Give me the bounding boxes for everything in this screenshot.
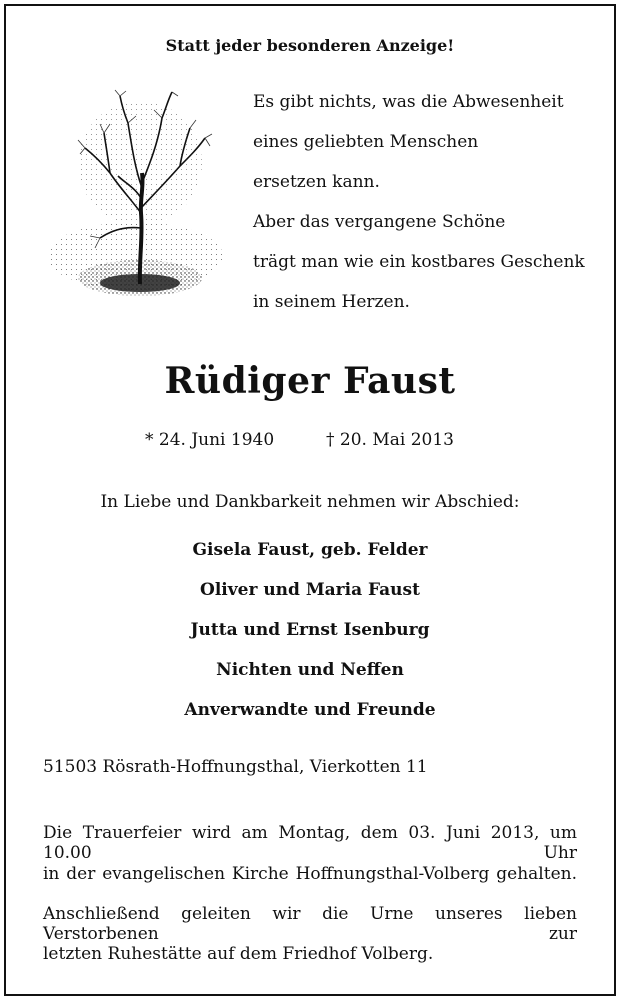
- poem-line: Es gibt nichts, was die Abwesenheit: [253, 92, 564, 112]
- poem-line: Aber das vergangene Schöne: [253, 212, 506, 232]
- mourner-name: Gisela Faust, geb. Felder: [192, 540, 428, 560]
- poem-line: eines geliebten Menschen: [253, 132, 479, 152]
- service-line: Anschließend geleiten wir die Urne unseres lieben Verstorbenen zur: [43, 904, 577, 944]
- mourner-name: Nichten und Neffen: [216, 660, 404, 680]
- tree-illustration: [40, 88, 230, 318]
- poem-line: in seinem Herzen.: [253, 292, 410, 312]
- farewell-intro: In Liebe und Dankbarkeit nehmen wir Abschied:: [100, 492, 520, 512]
- header-line: Statt jeder besonderen Anzeige!: [165, 36, 455, 55]
- deceased-name: Rüdiger Faust: [164, 360, 456, 402]
- poem-line: ersetzen kann.: [253, 172, 380, 192]
- service-line: in der evangelischen Kirche Hoffnungsthal-Volberg gehalten.: [43, 864, 577, 884]
- mourner-name: Jutta und Ernst Isenburg: [190, 620, 430, 640]
- birth-date: * 24. Juni 1940: [145, 430, 275, 450]
- death-date: † 20. Mai 2013: [326, 430, 454, 450]
- poem-line: trägt man wie ein kostbares Geschenk: [253, 252, 585, 272]
- service-line: Die Trauerfeier wird am Montag, dem 03. Juni 2013, um 10.00 Uhr: [43, 823, 577, 863]
- mourner-name: Oliver und Maria Faust: [200, 580, 420, 600]
- service-line: letzten Ruhestätte auf dem Friedhof Volberg.: [43, 944, 434, 964]
- address-line: 51503 Rösrath-Hoffnungsthal, Vierkotten 11: [43, 757, 428, 777]
- mourner-name: Anverwandte und Freunde: [184, 700, 436, 720]
